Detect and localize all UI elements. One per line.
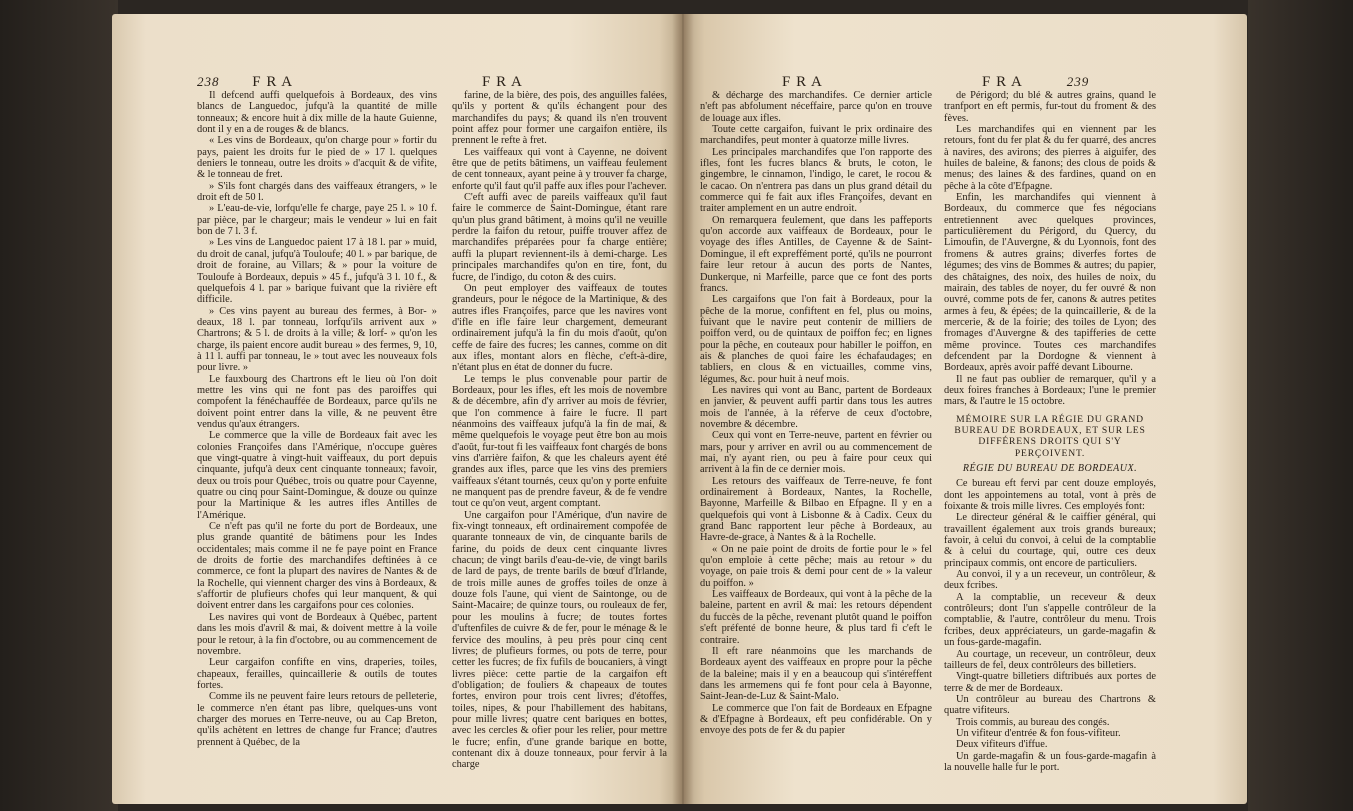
- paragraph: Il ne faut pas oublier de remarquer, qu'il y a deux foires franches à Bordeaux; l'une le premier mars, & l'autre le 15 octobre.: [944, 373, 1156, 408]
- paragraph: Trois commis, au bureau des congés.: [956, 716, 1110, 728]
- paragraph: A la comptablie, un receveur & deux contrôleurs; dont l'un s'appelle contrôleur de la comptablie, & l'autre, contrôleur du menu. Trois fcribes, deux appréciateurs, un garde-magafin & un fous-garde-magafin.: [944, 591, 1156, 649]
- paragraph: Les marchandifes qui en viennent par les retours, font du fer plat & du fer quarré, des ancres à navires, des avirons; des pierres à aiguifer, des huiles de baleine, & fanons; des clous de poids & menus; des laines & des fardines, quand on en pêche à la côte d'Efpagne.: [944, 124, 1156, 192]
- paragraph: Un garde-magafin & un fous-garde-magafin à la nouvelle halle fur le port.: [944, 750, 1156, 773]
- paragraph: Au convoi, il y a un receveur, un contrôleur, & deux fcribes.: [944, 569, 1156, 592]
- open-book: [112, 14, 1247, 806]
- running-head-left: F R A: [782, 74, 823, 90]
- paragraph: Toute cette cargaifon, fuivant le prix ordinaire des marchandifes, peut monter à quatorze mille livres.: [700, 124, 932, 147]
- running-head-left: F R A: [252, 74, 294, 90]
- left-page: [112, 14, 682, 804]
- paragraph: Ce n'eft pas qu'il ne forte du port de Bordeaux, une plus grande quantité de bâtimens pour les Indes occidentales; mais comme il ne fe paye point en France de droits de fortie des marchandifes deftinées à ce commerce, ce font la plupart des navires de Nantes & de la Rochelle, qui viennent charger des vins à Bordeaux, & s'affortir de plufieurs chofes qui leur manquent, & qui doivent entrer dans les cargaifons pour ces colonies.: [197, 521, 437, 612]
- paragraph: Les navires qui vont au Banc, partent de Bordeaux en janvier, & peuvent auffi partir dans tous les autres mois de l'année, à la réferve de ceux d'octobre, novembre & décembre.: [700, 384, 932, 430]
- paragraph: Les vaiffeaux qui vont à Cayenne, ne doivent être que de petits bâtimens, un vaiffeau feulement de cent tonneaux, ayant peine à y trouver fa charge, enforte qu'il faut qu'il paffe aux ifles pour l'achever.: [452, 146, 667, 192]
- paragraph: Un contrôleur au bureau des Chartrons & quatre vifiteurs.: [944, 693, 1156, 717]
- paragraph: Les retours des vaiffeaux de Terre-neuve, fe font ordinairement à Bordeaux, Nantes, la Rochelle, Bayonne, Marfeille & Bilbao en Efpagne. Il y en a quelquefois qui vont à Lisbonne & à Cadix. Ceux du grand Banc rapportent leur pêche à Bordeaux, au Havre-de-grace, à Nantes & à la Rochelle.: [700, 475, 932, 544]
- paragraph: » S'ils font chargés dans des vaiffeaux étrangers, » le droit eft de 50 l.: [197, 180, 437, 204]
- paragraph: Le temps le plus convenable pour partir de Bordeaux, pour les ifles, eft les mois de novembre & de décembre, afin d'y arriver au mois de février, que l'on commence à faire le fucre. Il part néanmoins des vaiffeaux jufqu'à la fin de mai, & même quelquefois le voyage peut être bon au mois d'août, fur-tout fi les vaiffeaux font chargés de bons vins d'arrière faifon, & que les chaleurs ayent été grandes aux ifles, parce que les vins des premiers vaiffeaux s'étant tournés, ceux qu'on y porte enfuite ne manquent pas de prendre faveur, & de fe vendre tout ce qu'on veut, argent comptant.: [452, 373, 667, 510]
- paragraph: » Ces vins payent au bureau des fermes, à Bor- » deaux, 18 l. par tonneau, lorfqu'ils arrivent aux » Chartrons; & 5 l. de droits à la ville; & lorf- » qu'on les charge, ils paient encore audit bureau » des fermes, 9, 10, à 11 l. auffi par tonneau, le » tout avec les nouveaux fols pour livre. »: [197, 305, 437, 374]
- paragraph: Ce bureau eft fervi par cent douze employés, dont les appointemens au total, vont à près de foixante & trois mille livres. Ces employés font:: [944, 478, 1156, 513]
- paragraph: C'eft auffi avec de pareils vaiffeaux qu'il faut faire le commerce de Saint-Domingue, étant rare qu'un plus grand bâtiment, à moins qu'il ne veuille perdre la faifon du retour, puiffe trouver affez de marchandifes préparées pour fa charge entière; auffi la plupart reviennent-ils à demi-charge. Les principales marchandifes qu'on en tire, font, du fucre, de l'indigo, du coton & des cuirs.: [452, 192, 667, 283]
- paragraph: Vingt-quatre billetiers diftribués aux portes de terre & de mer de Bordeaux.: [944, 671, 1156, 694]
- paragraph: Une cargaifon pour l'Amérique, d'un navire de fix-vingt tonneaux, eft ordinairement compofée de quarante tonneaux de vin, de cinquante barils de farine, du poids de deux cent cinquante livres chacun; de vingt barils d'eau-de-vie, de vingt barils de lard de pays, de trente barils de bœuf d'Irlande, de trois mille aunes de groffes toiles de onze à douze fols l'aune, qui vient de Saintonge, ou de Saint-Macaire; de quinze tours, ou rouleaux de fer, pour les moulins à fucre; de toutes fortes d'uftenfiles de cuivre & de fer, pour le ménage & le fervice des moulins, à peu près pour cinq cent livres; de plufieurs formes, ou pots de terre, pour cetter les fucres; de fix fufils de boucaniers, à vingt livres pièce: cette partie de la cargaifon eft d'obligation; de fouliers & chapeaux de toutes fortes, environ pour trois cent livres; d'étoffes, toiles, nipes, & pour l'habillement des habitans, pour mille livres; quatre cent bariques en bottes, avec les cercles & ofier pour les relier, pour mettre le fucre; enfin, d'une grande barique en botte, contenant dix à douze tonneaux, pour fervir à la charge: [452, 509, 667, 771]
- paragraph: Le directeur général & le caiffier général, qui travaillent également aux trois grands bureaux; favoir, à celui du convoi, à celui de la comptablie & à celui du courtage, qui, outre ces deux principaux commis, ont encore de particuliers.: [944, 512, 1156, 569]
- right-page-column-1: [700, 90, 932, 790]
- paragraph: Un vifiteur d'entrée & fon fous-vifiteur.: [956, 727, 1121, 739]
- right-page-column-2: [944, 90, 1156, 790]
- memoire-title: MÉMOIRE SUR LA RÉGIE DU GRAND BUREAU DE BORDEAUX, ET SUR LES DIFFÉRENS DROITS QUI S'Y PERÇOIVENT.: [954, 413, 1146, 459]
- paragraph: « Les vins de Bordeaux, qu'on charge pour » fortir du pays, paient les droits fur le pied de » 17 l. quelques deniers le tonneau, outre les droits » d'acquit & de vifite, & le tonneau de fret.: [197, 135, 437, 181]
- background-left: [0, 0, 118, 811]
- running-head-right: F R A: [982, 74, 1023, 90]
- paragraph: Le commerce que la ville de Bordeaux fait avec les colonies Françoifes dans l'Amérique, n'occupe guères que vingt-quatre à vingt-huit vaiffeaux, du port depuis cinquante, jufqu'à deux cent cinquante tonneaux; favoir, deux ou trois pour Québec, trois ou quatre pour Cayenne, quatre ou cinq pour Saint-Domingue, & douze ou quinze pour la Martinique & les autres ifles Antilles de l'Amérique.: [197, 430, 437, 521]
- paragraph: Il defcend auffi quelquefois à Bordeaux, des vins blancs de Languedoc, jufqu'à la quantité de mille tonneaux; & encore huit à dix mille de la haute Guienne, dont il y en a de rouges & de blancs.: [197, 90, 437, 136]
- paragraph: Le commerce que l'on fait de Bordeaux en Efpagne & d'Efpagne à Bordeaux, eft peu confidérable. On y envoye des pots de fer & du papier: [700, 702, 932, 737]
- paragraph: Les cargaifons que l'on fait à Bordeaux, pour la pêche de la morue, confiftent en fel, plus ou moins, fuivant que le navire peut contenir de milliers de poiffon verd, ou de quintaux de poiffon fec; en lignes pour la pêche, en couteaux pour habiller le poiffon, en ais & planches de quoi faire les échafaudages; en tabliers, en clous & en victuailles, comme vins, légumes, &c. pour huit à neuf mois.: [700, 294, 932, 385]
- paragraph: Les vaiffeaux de Bordeaux, qui vont à la pêche de la baleine, partent en avril & mai: les retours dépendent du fuccès de la pêche, revenant plutôt quand le poiffon s'eft préfenté de bonne heure, & plus tard fi c'eft le contraire.: [700, 589, 932, 646]
- regie-title: RÉGIE DU BUREAU DE BORDEAUX.: [962, 463, 1138, 474]
- paragraph: farine, de la bière, des pois, des anguilles falées, qu'ils y portent & qu'ils échangent pour des marchandifes du pays; & quand ils n'en trouvent point affez pour former une cargaifon entière, ils prennent le refte à fret.: [452, 90, 667, 147]
- paragraph: On peut employer des vaiffeaux de toutes grandeurs, pour le négoce de la Martinique, & des autres ifles Françoifes, parce que les navires vont d'ifle en ifle faire leur chargement, demeurant ordinairement jufqu'à la fin du mois d'août, qu'on ceffe de faire des fucres; les cannes, comme on dit aux ifles, montant alors en flèche, c'eft-à-dire, n'étant plus en état de donner du fucre.: [452, 282, 667, 374]
- book-gutter: [672, 14, 694, 804]
- left-page-column-1: [197, 90, 437, 790]
- page-number: 238: [197, 74, 220, 89]
- paragraph: Il eft rare néanmoins que les marchands de Bordeaux ayent des vaiffeaux en propre pour la pêche de la baleine; mais il y en a beaucoup qui s'intéreffent dans les armemens qui fe font pour cela à Bayonne, Saint-Jean-de-Luz & Saint-Malo.: [700, 645, 932, 703]
- page-number: 239: [1066, 74, 1090, 89]
- running-head-right: F R A: [482, 74, 523, 90]
- paragraph: Le fauxbourg des Chartrons eft le lieu où l'on doit mettre les vins qui ne font pas des paroiffes qui compofent la fénéchauffée de Bordeaux, parce qu'ils ne doivent point entrer dans la ville, & ne peuvent être vendus qu'aux étrangers.: [197, 373, 437, 430]
- paragraph: Deux vifiteurs d'iffue.: [956, 739, 1048, 751]
- paragraph: & décharge des marchandifes. Ce dernier article n'eft pas abfolument néceffaire, parce qu'on en trouve de louage aux ifles.: [700, 90, 932, 124]
- paragraph: Leur cargaifon confifte en vins, draperies, toiles, chapeaux, ferailles, quincaillerie & outils de toutes fortes.: [197, 657, 437, 691]
- right-page: [682, 14, 1247, 804]
- paragraph: Les principales marchandifes que l'on rapporte des ifles, font les fucres blancs & bruts, le coton, le gingembre, le cinnamon, l'indigo, le caret, le rocou & le cacao. On n'entrera pas dans un plus grand détail du commerce qui fe fait aux ifles Françoifes, devant en traiter amplement en un autre endroit.: [700, 146, 932, 215]
- paragraph: Ceux qui vont en Terre-neuve, partent en février ou mars, pour y arriver en avril ou au commencement de mai, n'y ayant rien, ou peu à faire pour ceux qui arrivent à la fin de ce dernier mois.: [700, 430, 932, 476]
- paragraph: » L'eau-de-vie, lorfqu'elle fe charge, paye 25 l. » 10 f. par pièce, par le chargeur; mais le vendeur » lui en fait bon de 7 l. 3 f.: [197, 203, 437, 238]
- paragraph: Les navires qui vont de Bordeaux à Québec, partent dans les mois d'avril & mai, & doivent mettre à la voile pour le retour, à la fin d'octobre, ou au commencement de novembre.: [197, 611, 437, 657]
- paragraph: Au courtage, un receveur, un contrôleur, deux tailleurs de fel, deux contrôleurs des billetiers.: [944, 648, 1156, 671]
- paragraph: » Les vins de Languedoc paient 17 à 18 l. par » muid, du droit de canal, jufqu'à Touloufe; 40 l. » par barique, de droit de foraine, au Villars; & » pour la voiture de Touloufe à Bordeaux, depuis » 45 f., jufqu'à 3 l. 10 f., & quelquefois 4 l. par » barique fuivant que la rivière eft difficile.: [197, 237, 437, 306]
- paragraph: Enfin, les marchandifes qui viennent à Bordeaux, du commerce que fes négocians entretiennent avec quelques provinces, particulièrement du Périgord, du Quercy, du Limoufin, de l'Auvergne, & du Lyonnois, font des fromens & autres grains; diverfes fortes de légumes; des vins de Bommes & autres; du papier, des châtaignes, des noix, des huiles de noix, du mairain, des tables de noyer, du fer ouvré & non ouvré, comme pots de fer, canons & autres petites armes à feu, & épées; de la quincaillerie, & de la mercerie, & de la foirie; des toiles de Lyon; des fromages d'Auvergne & des tapifferies de cette même province. Toutes ces marchandifes defcendent par la Dordogne & viennent à Bordeaux, après avoir paffé devant Libourne.: [944, 192, 1156, 374]
- paragraph: On remarquera feulement, que dans les paffeports qu'on accorde aux vaiffeaux de Bordeaux, pour le voyage des ifles Antilles, de Cayenne & de Saint-Domingue, il eft expreffément porté, qu'ils ne pourront faire leur retour à aucun des ports de Nantes, Dunkerque, ni Marfeille, parce que ce font des ports francs.: [700, 214, 932, 294]
- paragraph: « On ne paie point de droits de fortie pour le » fel qu'on emploie à cette pêche; mais au retour » du voyage, on paie trois & demi pour cent de » la valeur du poiffon. »: [700, 543, 932, 589]
- background-right: [1248, 0, 1353, 811]
- paragraph: Comme ils ne peuvent faire leurs retours de pelleterie, le commerce n'en étant pas libre, quelques-uns vont charger des morues en Terre-neuve, ou au Cap Breton, qu'ils achètent en lettres de change fur France; d'autres prennent à Québec, de la: [197, 691, 437, 748]
- left-page-column-2: [452, 90, 667, 790]
- paragraph: de Périgord; du blé & autres grains, quand le tranfport en eft permis, fur-tout du froment & des fèves.: [944, 90, 1156, 124]
